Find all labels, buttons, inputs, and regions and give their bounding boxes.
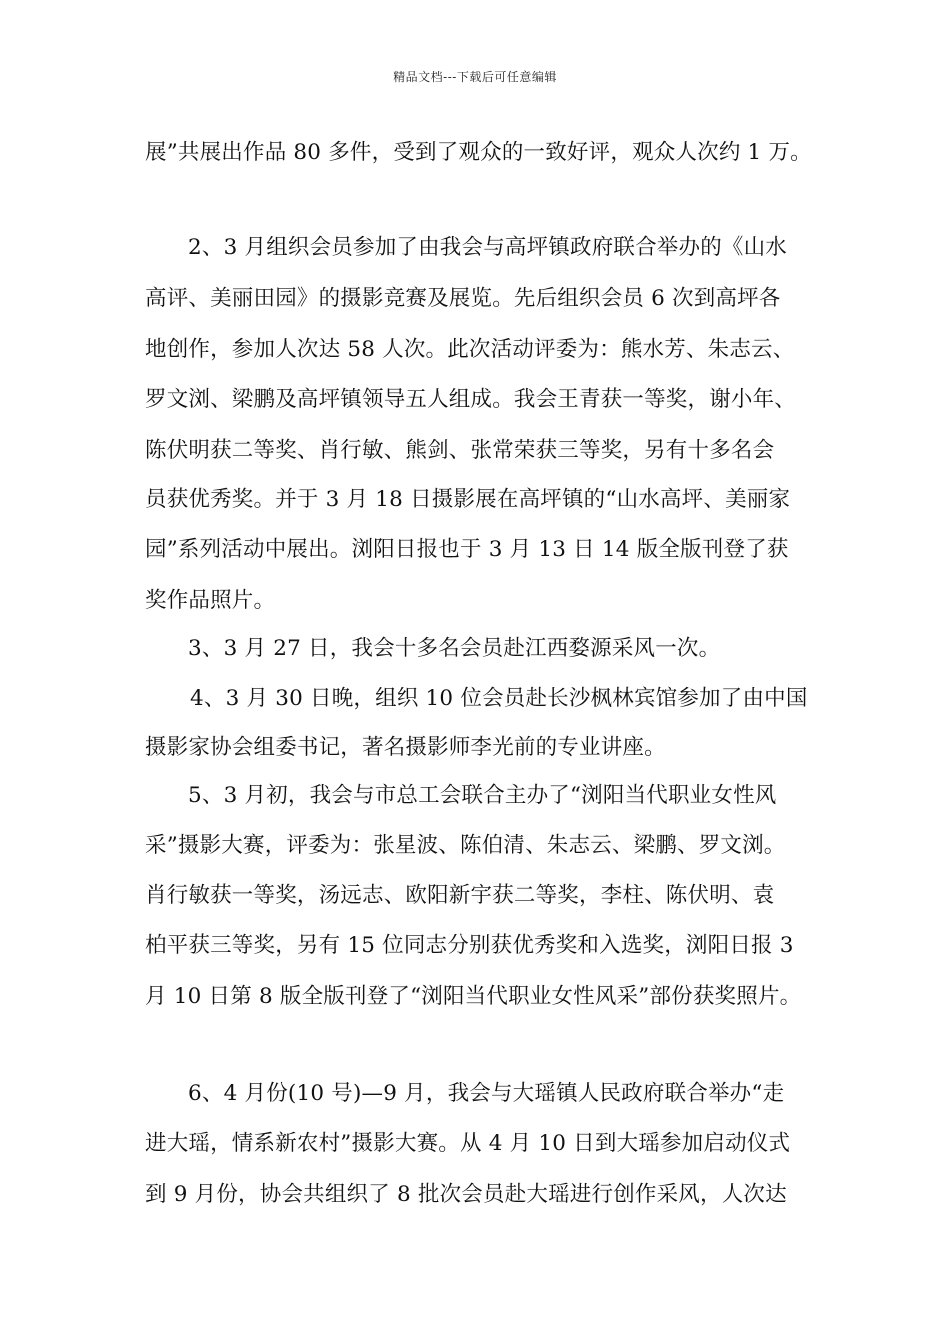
- text-line: 到 9 月份，协会共组织了 8 批次会员赴大瑶进行创作采风，人次达: [145, 1182, 787, 1207]
- text-line: 柏平获三等奖，另有 15 位同志分别获优秀奖和入选奖，浏阳日报 3: [145, 933, 794, 958]
- text-line: 员获优秀奖。并于 3 月 18 日摄影展在高坪镇的“山水高坪、美丽家: [145, 487, 791, 512]
- page-header: 精品文档---下载后可任意编辑: [393, 70, 557, 84]
- text-line: 4、3 月 30 日晚，组织 10 位会员赴长沙枫林宾馆参加了由中国: [190, 686, 808, 711]
- text-line: 高评、美丽田园》的摄影竞赛及展览。先后组织会员 6 次到高坪各: [145, 286, 781, 311]
- text-line: 摄影家协会组委书记，著名摄影师李光前的专业讲座。: [145, 735, 666, 760]
- text-line: 3、3 月 27 日，我会十多名会员赴江西婺源采风一次。: [188, 636, 721, 661]
- text-line: 罗文浏、梁鹏及高坪镇领导五人组成。我会王青获一等奖，谢小年、: [145, 387, 797, 412]
- text-line: 进大瑶，情系新农村”摄影大赛。从 4 月 10 日到大瑶参加启动仪式: [145, 1131, 791, 1156]
- text-line: 奖作品照片。: [145, 588, 276, 613]
- text-line: 6、4 月份(10 号)—9 月，我会与大瑶镇人民政府联合举办“走: [188, 1081, 785, 1106]
- text-line: 地创作，参加人次达 58 人次。此次活动评委为：熊水芳、朱志云、: [145, 337, 795, 362]
- text-line: 5、3 月初，我会与市总工会联合主办了“浏阳当代职业女性风: [188, 783, 777, 808]
- text-line: 园”系列活动中展出。浏阳日报也于 3 月 13 日 14 版全版刊登了获: [145, 537, 789, 562]
- text-line: 采”摄影大赛，评委为：张星波、陈伯清、朱志云、梁鹏、罗文浏。: [145, 833, 786, 858]
- text-line: 2、3 月组织会员参加了由我会与高坪镇政府联合举办的《山水: [188, 235, 787, 260]
- text-line: 陈伏明获二等奖、肖行敏、熊剑、张常荣获三等奖，另有十多名会: [145, 438, 775, 463]
- text-line: 展”共展出作品 80 多件，受到了观众的一致好评，观众人次约 1 万。: [145, 140, 812, 165]
- text-line: 肖行敏获一等奖，汤远志、欧阳新宇获二等奖，李柱、陈伏明、袁: [145, 883, 775, 908]
- text-line: 月 10 日第 8 版全版刊登了“浏阳当代职业女性风采”部份获奖照片。: [145, 984, 802, 1009]
